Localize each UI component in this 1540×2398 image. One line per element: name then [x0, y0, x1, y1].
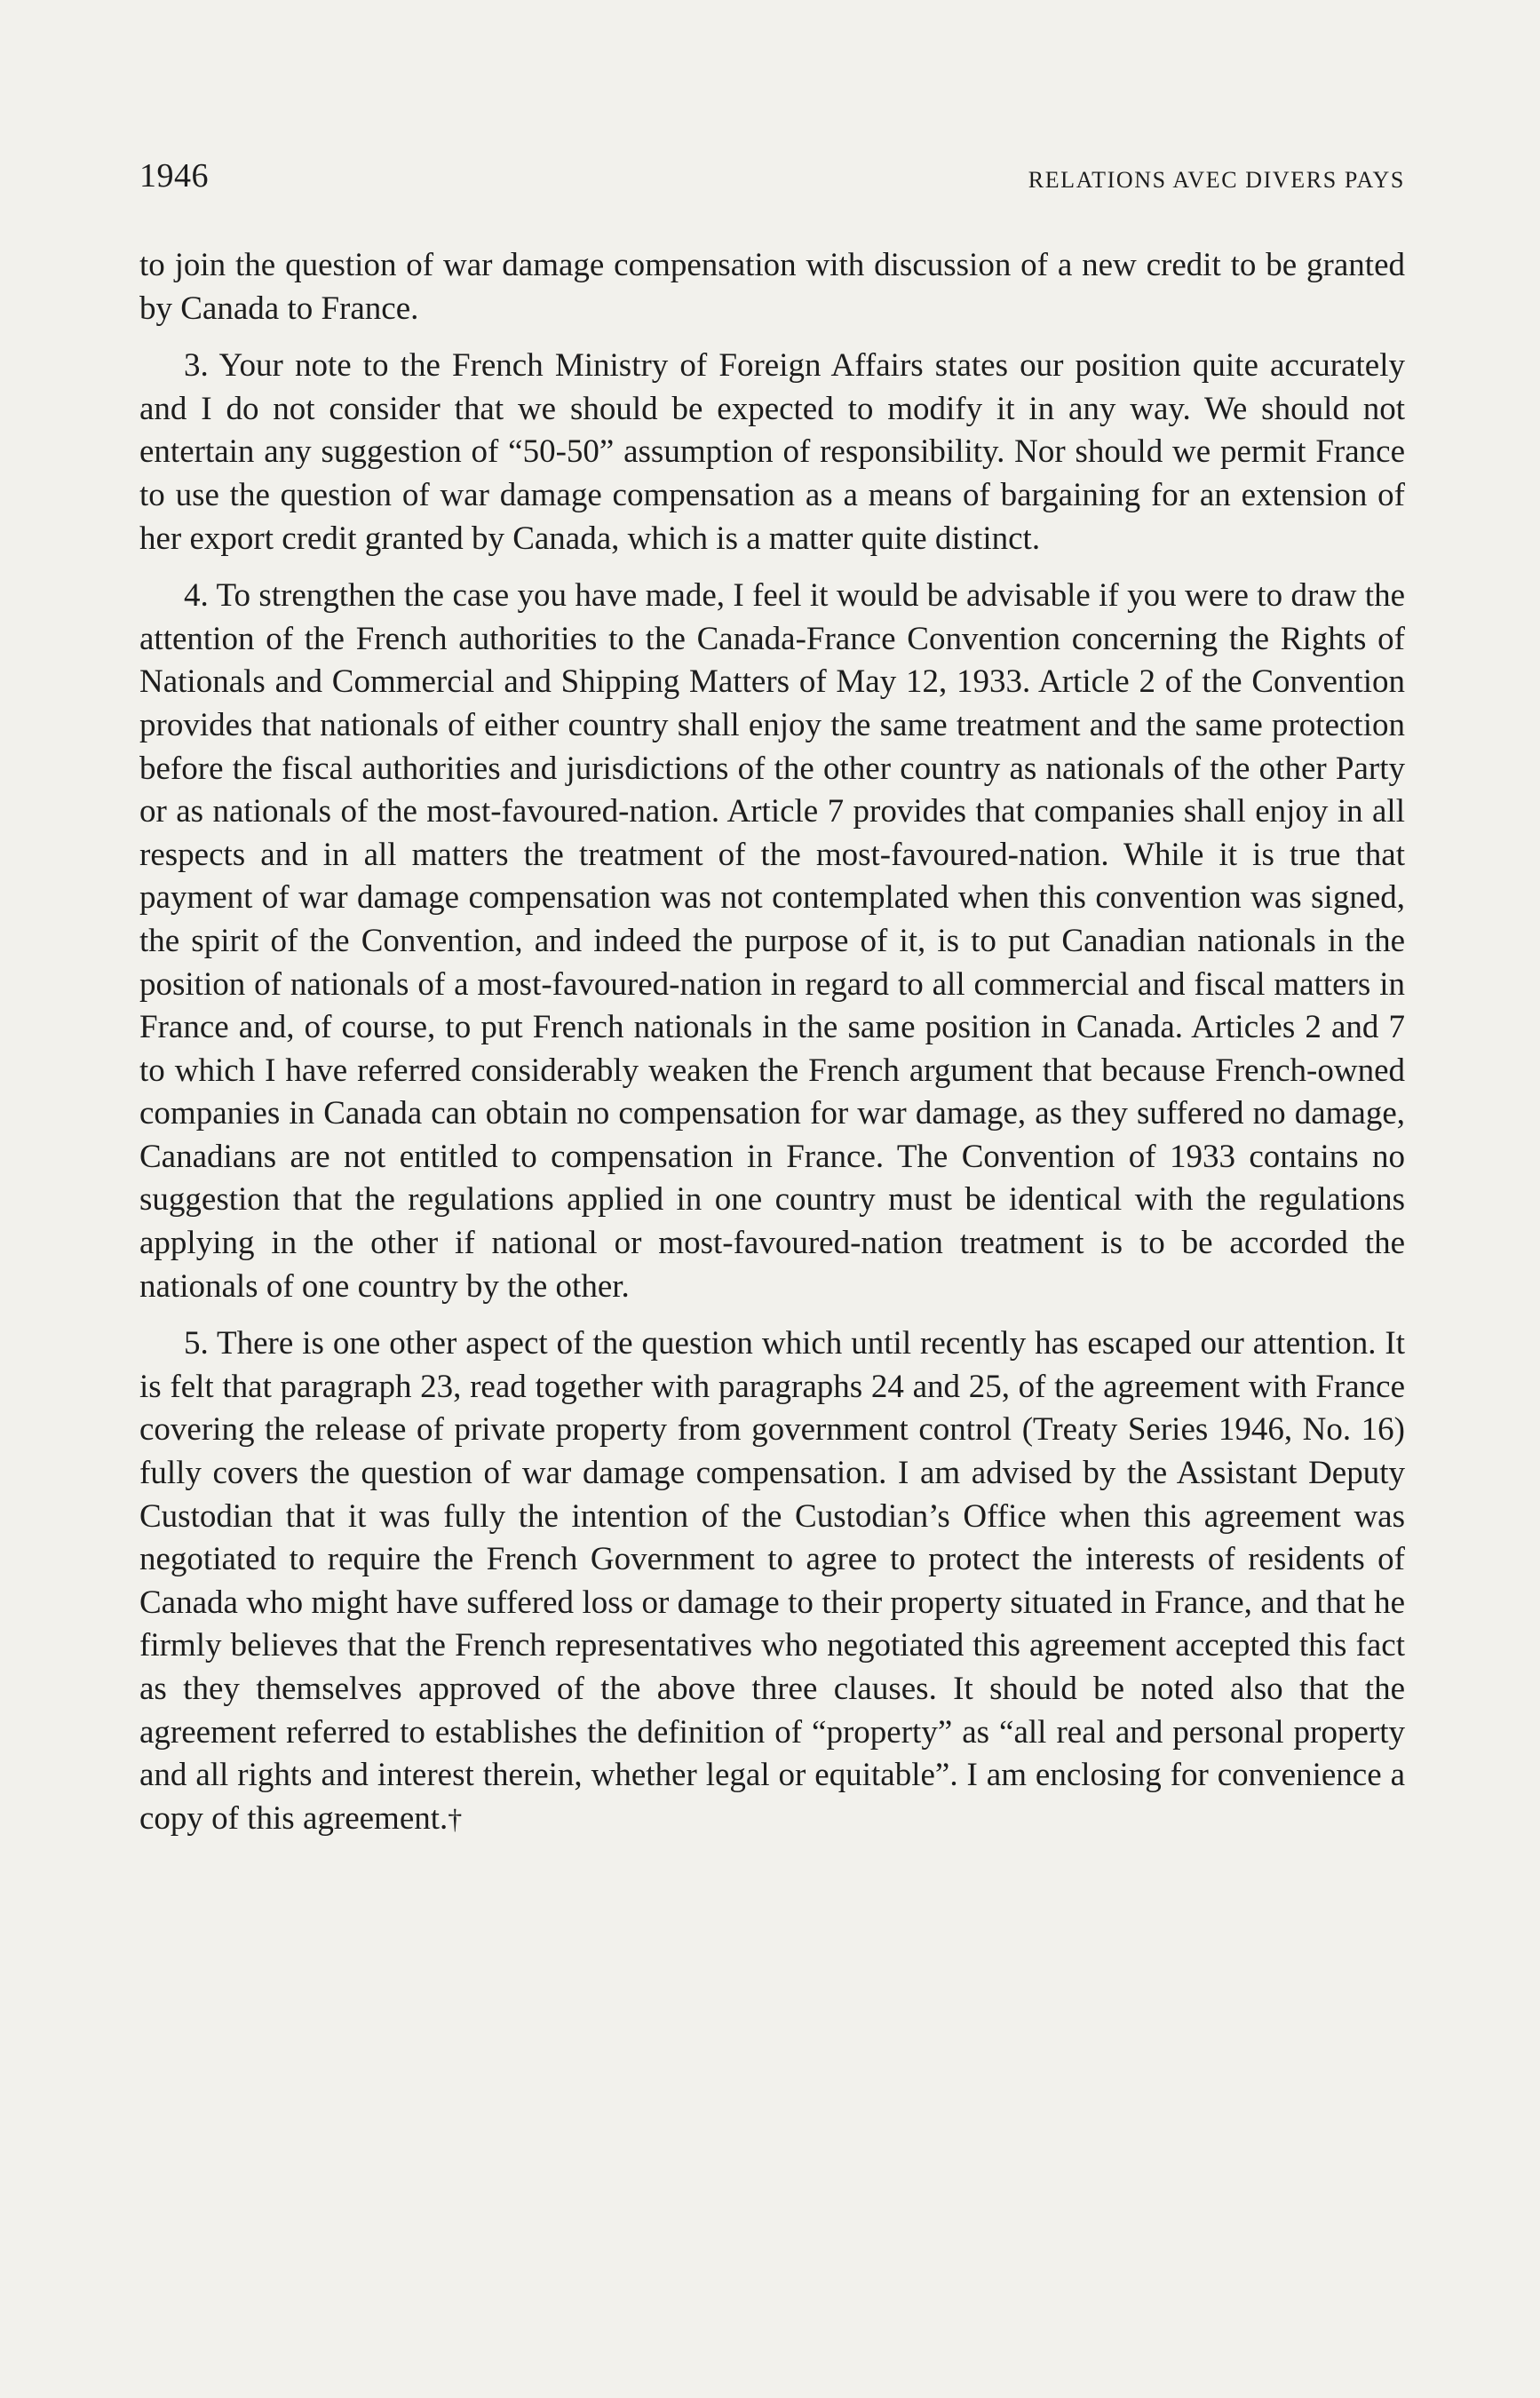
paragraph-5-text: 5. There is one other aspect of the question which until recently has escaped our attention. It is felt that paragraph 23, read together with paragraphs 24 and 25, of the agreement with France covering the release of private property from government control (Treaty Series 1946, No. 16) fully covers the question of war damage compensation. I am advised by the Assistant Deputy Custodian that it was fully the intention of the Custodian’s Office when this agreement was negotiated to require the French Government to agree to protect the interests of residents of Canada who might have suffered loss or damage to their property situated in France, and that he firmly believes that the French representatives who negotiated this agreement accepted this fact as they themselves approved of the above three clauses. It should be noted also that the agreement referred to establishes the definition of “property” as “all real and personal property and all rights and interest therein, whether legal or equitable”. I am enclosing for convenience a copy of this agreement.	[139, 1325, 1405, 1837]
paragraph-continuation: to join the question of war damage compensation with discussion of a new credit to be granted by Canada to France.	[139, 247, 1405, 327]
page-header	[139, 156, 1405, 201]
paragraph-5	[139, 1322, 1405, 1840]
paragraph-4: 4. To strengthen the case you have made, I feel it would be advisable if you were to draw the attention of the French authorities to the Canada-France Convention concerning the Rights of Nationals and Commercial and Shipping Matters of May 12, 1933. Article 2 of the Convention provides that nationals of either country shall enjoy the same treatment and the same protection before the fiscal authorities and jurisdictions of the other country as nationals of the other Party or as nationals of the most-favoured-nation. Article 7 provides that companies shall enjoy in all respects and in all matters the treatment of the most-favoured-nation. While it is true that payment of war damage compensation was not contemplated when this convention was signed, the spirit of the Convention, and indeed the purpose of it, is to put Canadian nationals in the position of nationals of a most-favoured-nation in regard to all commercial and fiscal matters in France and, of course, to put French nationals in the same position in Canada. Articles 2 and 7 to which I have referred considerably weaken the French argument that because French-owned companies in Canada can obtain no compensation for war damage, as they suffered no damage, Canadians are not entitled to compensation in France. The Convention of 1933 contains no suggestion that the regulations applied in one country must be identical with the regulations applying in the other if national or most-favoured-nation treatment is to be accorded the nationals of one country by the other.	[139, 577, 1405, 1305]
footnote-dagger-marker: †	[448, 1802, 463, 1835]
running-title: RELATIONS AVEC DIVERS PAYS	[1028, 167, 1405, 193]
page-number: 1946	[139, 157, 209, 195]
document-body	[139, 244, 1405, 1854]
paragraph-3: 3. Your note to the French Ministry of Foreign Affairs states our position quite accurately and I do not consider that we should be expected to modify it in any way. We should not entertain any suggestion of “50-50” assumption of responsibility. Nor should we permit France to use the question of war damage compensation as a means of bargaining for an extension of her export credit granted by Canada, which is a matter quite distinct.	[139, 347, 1405, 557]
